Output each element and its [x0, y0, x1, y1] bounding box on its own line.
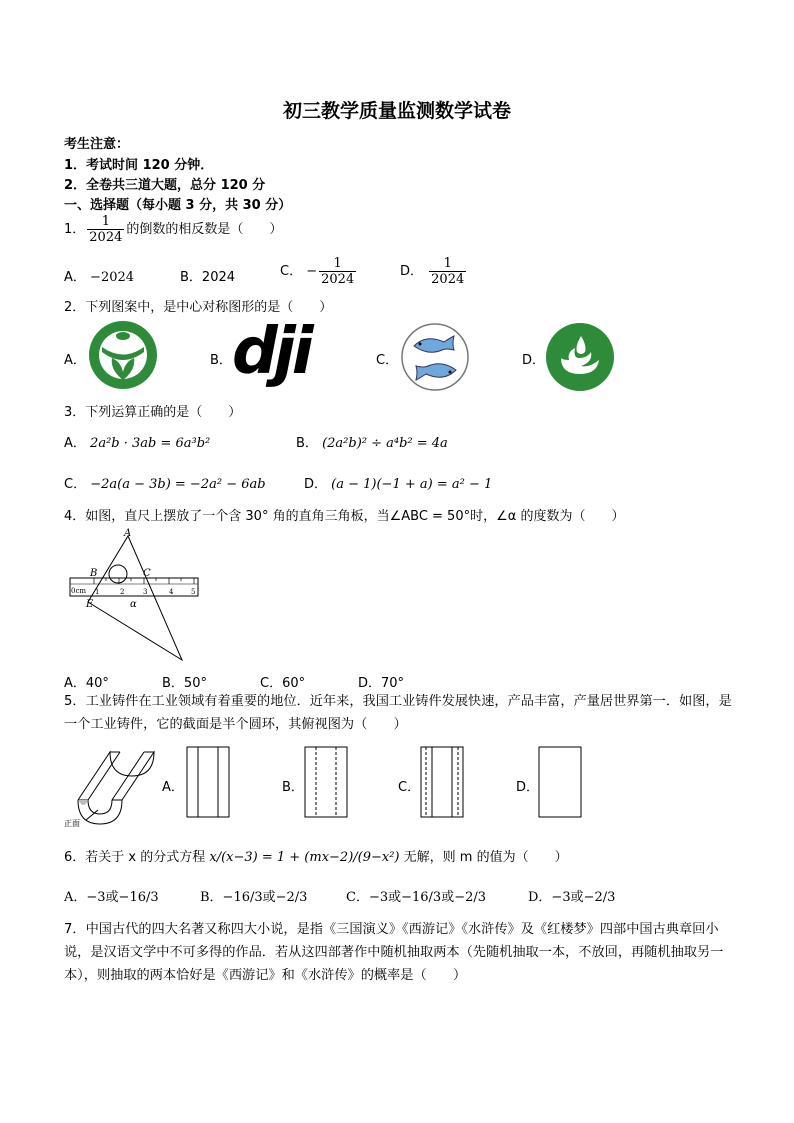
q6-option-c[interactable]: C．−3或−16/3或−2/3 — [346, 890, 487, 905]
q5-casting-figure — [64, 740, 164, 830]
q5-option-d-label[interactable]: D． — [516, 780, 540, 795]
q4-stem: 4．如图，直尺上摆放了一个含 30° 角的直角三角板，当∠ABC = 50°时，∠α 的度数为（ ） — [64, 509, 625, 524]
q1-option-c[interactable]: C． − $\frac{1}{2024}$ — [280, 256, 355, 287]
label-c: C — [143, 568, 151, 579]
tick-4: 4 — [169, 588, 174, 596]
q5-option-a-label[interactable]: A． — [162, 780, 184, 795]
q6-equation: x/(x−3) = 1 + (mx−2)/(9−x²) — [209, 850, 400, 865]
q5-view-d[interactable] — [538, 746, 582, 818]
q6-stem-post: 无解，则 m 的值为（ ） — [403, 850, 568, 865]
notice-heading: 考生注意： — [64, 137, 130, 152]
q2-logo-a[interactable] — [88, 320, 158, 390]
q5-option-c-label[interactable]: C． — [398, 780, 421, 795]
q1-stem: 的倒数的相反数是（ ） — [126, 222, 283, 237]
q2-logo-c[interactable] — [400, 322, 470, 392]
q2-option-d-label[interactable]: D． — [522, 353, 546, 368]
question-6 — [64, 846, 568, 865]
label-a: A — [124, 528, 132, 539]
q2-logo-b[interactable]: dji — [232, 315, 310, 389]
q3-stem: 3．下列运算正确的是（ ） — [64, 405, 242, 420]
question-1 — [64, 214, 282, 245]
q1-option-b[interactable]: B．2024 — [180, 270, 236, 285]
label-e: E — [86, 599, 94, 610]
q4-option-c[interactable]: C．60° — [260, 676, 306, 691]
q4-option-d[interactable]: D．70° — [358, 676, 405, 691]
q2-option-b-label[interactable]: B． — [210, 353, 232, 368]
q2-option-c-label[interactable]: C． — [376, 353, 399, 368]
q5-option-b-label[interactable]: B． — [282, 780, 304, 795]
q5-view-b[interactable] — [304, 746, 348, 818]
tick-2: 2 — [120, 588, 125, 596]
q6-option-a[interactable]: A．−3或−16/3 — [64, 890, 159, 905]
page-title: 初三教学质量监测数学试卷 — [282, 100, 511, 122]
q3-option-b[interactable]: B． (2a²b)² ÷ a⁴b² = 4a — [296, 436, 448, 451]
notice-item-2: 2．全卷共三道大题，总分 120 分 — [64, 178, 266, 193]
q3-option-d[interactable]: D． (a − 1)(−1 + a) = a² − 1 — [304, 477, 493, 492]
q1-number: 1． — [64, 222, 86, 237]
tick-5: 5 — [191, 588, 196, 596]
q2-stem: 2．下列图案中，是中心对称图形的是（ ） — [64, 300, 333, 315]
q1-option-a[interactable]: A． −2024 — [64, 270, 135, 285]
q6-option-b[interactable]: B．−16/3或−2/3 — [200, 890, 308, 905]
q5-stem: 5．工业铸件在工业领域有着重要的地位．近年来，我国工业铸件发展快速，产品丰富，产量居世界第一．如图，是一个工业铸件，它的截面是半个圆环，其俯视图为（ ） — [64, 694, 732, 732]
q5-view-a[interactable] — [186, 746, 230, 818]
tick-1: 1 — [95, 588, 100, 596]
tick-3: 3 — [143, 588, 148, 596]
section-heading: 一、选择题（每小题 3 分，共 30 分） — [64, 198, 292, 213]
front-label: 正面 — [64, 819, 80, 828]
q2-logo-d[interactable] — [545, 322, 615, 392]
q3-option-a[interactable]: A． 2a²b · 3ab = 6a³b² — [64, 436, 211, 451]
notice-item-1: 1．考试时间 120 分钟． — [64, 158, 214, 173]
q2-option-a-label[interactable]: A． — [64, 353, 86, 368]
q4-option-b[interactable]: B．50° — [162, 676, 207, 691]
q5-view-c[interactable] — [420, 746, 464, 818]
label-alpha: α — [130, 599, 137, 610]
q6-stem-pre: 6．若关于 x 的分式方程 — [64, 850, 206, 865]
q4-option-a[interactable]: A．40° — [64, 676, 109, 691]
q1-option-d[interactable]: D． $\frac{1}{2024}$ — [400, 256, 465, 287]
q1-fraction: $\frac{1}{2024}$ — [89, 214, 123, 245]
q6-option-d[interactable]: D．−3或−2/3 — [528, 890, 616, 905]
q7-stem: 7．中国古代的四大名著又称四大小说，是指《三国演义》《西游记》《水浒传》及《红楼梦》四部中国古典章回小说，是汉语文学中不可多得的作品．若从这四部著作中随机抽取两本（先随机抽取一本，不放回，再随机抽取另一本），则抽取的两本恰好是《西游记》和《水浒传》的概率是（ ） — [64, 922, 724, 983]
ruler-unit: 0cm — [71, 587, 87, 595]
label-b: B — [90, 568, 98, 579]
q4-figure — [64, 528, 204, 664]
q3-option-c[interactable]: C． −2a(a − 3b) = −2a² − 6ab — [64, 477, 266, 492]
